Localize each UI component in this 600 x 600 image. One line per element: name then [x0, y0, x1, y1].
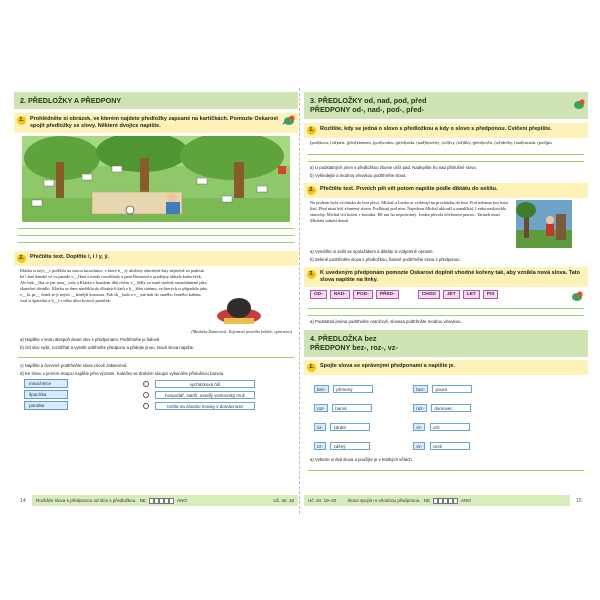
- match-row: [24, 379, 288, 388]
- right-task-3: [304, 267, 588, 287]
- right-footer: [304, 495, 588, 506]
- task1-a: a) U podstatných jmen s předložkou zkuste určit pád. Nadepište ho nad příslušné slovo.: [310, 165, 477, 171]
- answer-line[interactable]: [18, 235, 294, 236]
- word-cell: vzít: [430, 423, 470, 431]
- ano-label: ANO: [461, 498, 471, 503]
- prefix-cell: bez-: [314, 385, 329, 393]
- prefix-cell: vz-: [314, 423, 326, 431]
- picnic-scene-image: [22, 136, 290, 222]
- task4-a: a) Vyberte si dvě slova a použijte je v krátkých větách.: [310, 457, 414, 463]
- task3-a: a) Podstatná jména podtrhněte oranžově, slovesa podtrhněte modrou vlnovkou.: [310, 319, 462, 325]
- task-text: Spojte slova se správnými předponami a napište je.: [320, 363, 456, 370]
- word-cell: zděný: [330, 442, 370, 450]
- meaning-box: truhla na zásobu mouky v domácnosti: [155, 402, 255, 410]
- task2-b: b) Zeleně podtrhněte slova s předložkou, fialově podtrhněte slova s předponou.: [310, 257, 461, 263]
- prefix-tag[interactable]: NAD-: [330, 290, 350, 299]
- task-text: Přečtěte text. Doplňte i, í / y, ý.: [30, 254, 110, 260]
- word-box: pantáta: [24, 401, 68, 410]
- rating-boxes[interactable]: [149, 498, 174, 504]
- textbook-reference: Uč. str. 19–20: [308, 498, 337, 503]
- ne-label: NE: [139, 498, 146, 503]
- park-illustration: [22, 136, 290, 222]
- self-check-text: Slovo spojím s vhodnou předponou.: [347, 498, 421, 503]
- self-check-bar: [304, 495, 570, 506]
- prefix-cell: bez-: [413, 385, 428, 393]
- left-page: [14, 92, 298, 506]
- prefix-cell: roz-: [413, 404, 427, 412]
- prefix-cell: vz-: [314, 442, 326, 450]
- page-number: 14: [20, 497, 26, 504]
- answer-line[interactable]: [308, 470, 584, 471]
- reading-passage: Klárka si nejv__c potěšila na starou mouchnici, v které b__ly uloženy obnošené šaty nejméně za padesát let! Jmé ženské ve vs paráde v__ľkou z módy rozstřihaly a paní Berinová z prodejny ukkala kobereček. Ale bab__čka se jen usm__vala a Klárka s houslem děti občas v__lédly za staré stodoly nasmlahnené jako skutečné divadlo. Klárka se dnes navlékla do dlouhých šatů z b__lého satému, ve kterých si připadala jako v__la, pr__ čemž se jí nejvíc __benější korunou. Pak sh__bala z v__mé halt do starého černého kabátu, vzal si špacírku a b__l z něho úbor hotový panáček.: [20, 268, 208, 304]
- root-tag[interactable]: PIS: [483, 290, 499, 299]
- right-page-title: [304, 92, 588, 119]
- title-line-2: PŘEDPONY od-, nad-, pod-, před-: [310, 105, 425, 114]
- word-cell: domovec: [431, 404, 471, 412]
- textbook-reference: Uč. str. 18: [273, 498, 294, 503]
- word-box: mouchnice: [24, 379, 68, 388]
- parrot-icon: [572, 98, 586, 110]
- question-b: b) Od slov vyšit, rozstřihat a vyletět odtrhněte předponu a přidejte jinou. Nová slova napište.: [20, 345, 195, 350]
- prefix-tag[interactable]: PŘED-: [376, 290, 399, 299]
- match-right-column: [413, 378, 472, 453]
- prefix-cell: roz-: [314, 404, 328, 412]
- root-tag[interactable]: LET: [463, 290, 480, 299]
- left-task-2: [14, 251, 298, 266]
- page-fold: [299, 88, 300, 514]
- rating-boxes[interactable]: [433, 498, 458, 504]
- task-text: Přečtěte text. Prvních pět vět potom napište podle diktátu do sešitu.: [320, 186, 498, 193]
- word-cell: cestí: [430, 442, 470, 450]
- section-4-line-2: PŘEDPONY bez-, roz-, vz-: [310, 343, 398, 353]
- self-check-text: Rozlišim slova s předponou od slov s předložkou.: [36, 498, 137, 503]
- task-number: 2.: [307, 186, 316, 195]
- task-number: 1.: [307, 126, 316, 135]
- word-box: špacírka: [24, 390, 68, 399]
- source-citation: (Markéta Zinnerová: Tajemství pravého koláče, upraveno): [191, 329, 292, 334]
- word-cell: přímený: [333, 385, 373, 393]
- word-cell: poura: [432, 385, 472, 393]
- right-task-2: [304, 183, 588, 198]
- ne-label: NE: [423, 498, 431, 503]
- answer-line[interactable]: [308, 308, 584, 309]
- word-cell: barvá: [332, 404, 372, 412]
- color-circle[interactable]: [143, 381, 149, 387]
- color-circle[interactable]: [143, 403, 149, 409]
- story-text: Na podzim byla vycházka do lesa přeci. Michal a Lenka se vydávají na procházku do lesa. Pod nohama jim šustí listí. Před nimi leží zlomený strom. Podlézají pod ním. Najednou Michal ukloužl a zanaklkal. Lenka naslouchla starochy. Michal cítí bolest v kotníku. Hé mu ho nepohvatný. Lenka přivolá telefonem pomoc. Tatínek musí Michala odnést domů.: [310, 200, 508, 224]
- left-footer: [14, 495, 298, 506]
- title-line-1: 3. PŘEDLOŽKY od, nad, pod, před: [310, 96, 427, 105]
- task-text: K uvedeným předponám pomozte Oskarovi doplnit vhodné kořeny tak, aby vznikla nová slova. Tato slova napište na linky.: [320, 270, 580, 284]
- task-number: 1.: [307, 363, 316, 372]
- page-number: 15: [576, 497, 582, 504]
- parrot-icon: [570, 290, 584, 302]
- parrot-icon: [282, 114, 296, 126]
- task-number: 1.: [17, 116, 26, 125]
- task-text: Rozlište, kdy se jedná o slovo s předložkou a kdy o slovo s předponou. Cvičení přepište.: [320, 126, 552, 132]
- section-4-title: [304, 330, 588, 357]
- answer-line[interactable]: [308, 154, 584, 155]
- match-row: [24, 401, 288, 410]
- meaning-box: vycházková hůl: [155, 380, 255, 388]
- prefix-cell: vz-: [413, 442, 425, 450]
- meaning-box: hospodář, starší, usedlý venkovský muž: [155, 391, 255, 399]
- right-task-4: [304, 360, 588, 375]
- color-circle[interactable]: [143, 392, 149, 398]
- match-row: [24, 390, 288, 399]
- task-number: 2.: [17, 254, 26, 263]
- prefix-tag[interactable]: POD-: [353, 290, 373, 299]
- hat-clothes-image: [214, 288, 264, 328]
- match-left-column: [314, 378, 373, 453]
- left-page-title: 2. PŘEDLOŽKY A PŘEDPONY: [14, 92, 298, 109]
- question-a: a) Najděte v textu alespoň deset slov s předponami. Podtrhněte je fialově.: [20, 337, 161, 342]
- forest-boy-image: [516, 200, 572, 248]
- exercise-words: (pod)kova, (od)nést, (před)domem, (pod)vodou, (před)sedа, (nad)bytečný, (od)lvy, (od)líky, (před)zvěst, (od)dečky, (nad)ostatní, (pod)pis: [310, 140, 553, 145]
- right-task-1: [304, 123, 588, 138]
- word-cell: zdrátit: [330, 423, 370, 431]
- root-tag[interactable]: CHOD: [418, 290, 440, 299]
- left-task-1: [14, 113, 298, 133]
- task-number: 3.: [307, 270, 316, 279]
- root-tag[interactable]: JET: [443, 290, 460, 299]
- answer-line[interactable]: [18, 228, 294, 229]
- self-check-bar: [32, 495, 298, 506]
- task1-b: b) Vyhledejte a modrou vlnovkou podtrhněte slova.: [310, 173, 407, 179]
- task2-a: a) Vyměňte si sešit se spolužákem a diktáty si vzájemně opravte.: [310, 249, 434, 255]
- ano-label: ANO: [177, 498, 187, 503]
- prefix-tag[interactable]: OD-: [310, 290, 327, 299]
- prefix-matching: [304, 375, 588, 456]
- task-text: Prohlédněte si obrázek, ve kterém najdete předložky zapsané na kartičkách. Pomozte Oskarovi spojit předložky se slovy. Některé dvojice napište.: [30, 116, 278, 129]
- prefix-cell: vz-: [413, 423, 425, 431]
- prefix-root-row: [304, 287, 588, 302]
- question-c: c) Najděte a červeně podtrhněte slova citově zabarvená.: [20, 363, 128, 368]
- section-4-line-1: 4. PŘEDLOŽKA bez: [310, 334, 377, 344]
- question-d: d) Ke slovu v prvním sloupci najděte jeho význam. Kolečko ve druhém sloupci vybarvěte příslušnou barvou.: [20, 371, 225, 376]
- right-page: [304, 92, 588, 506]
